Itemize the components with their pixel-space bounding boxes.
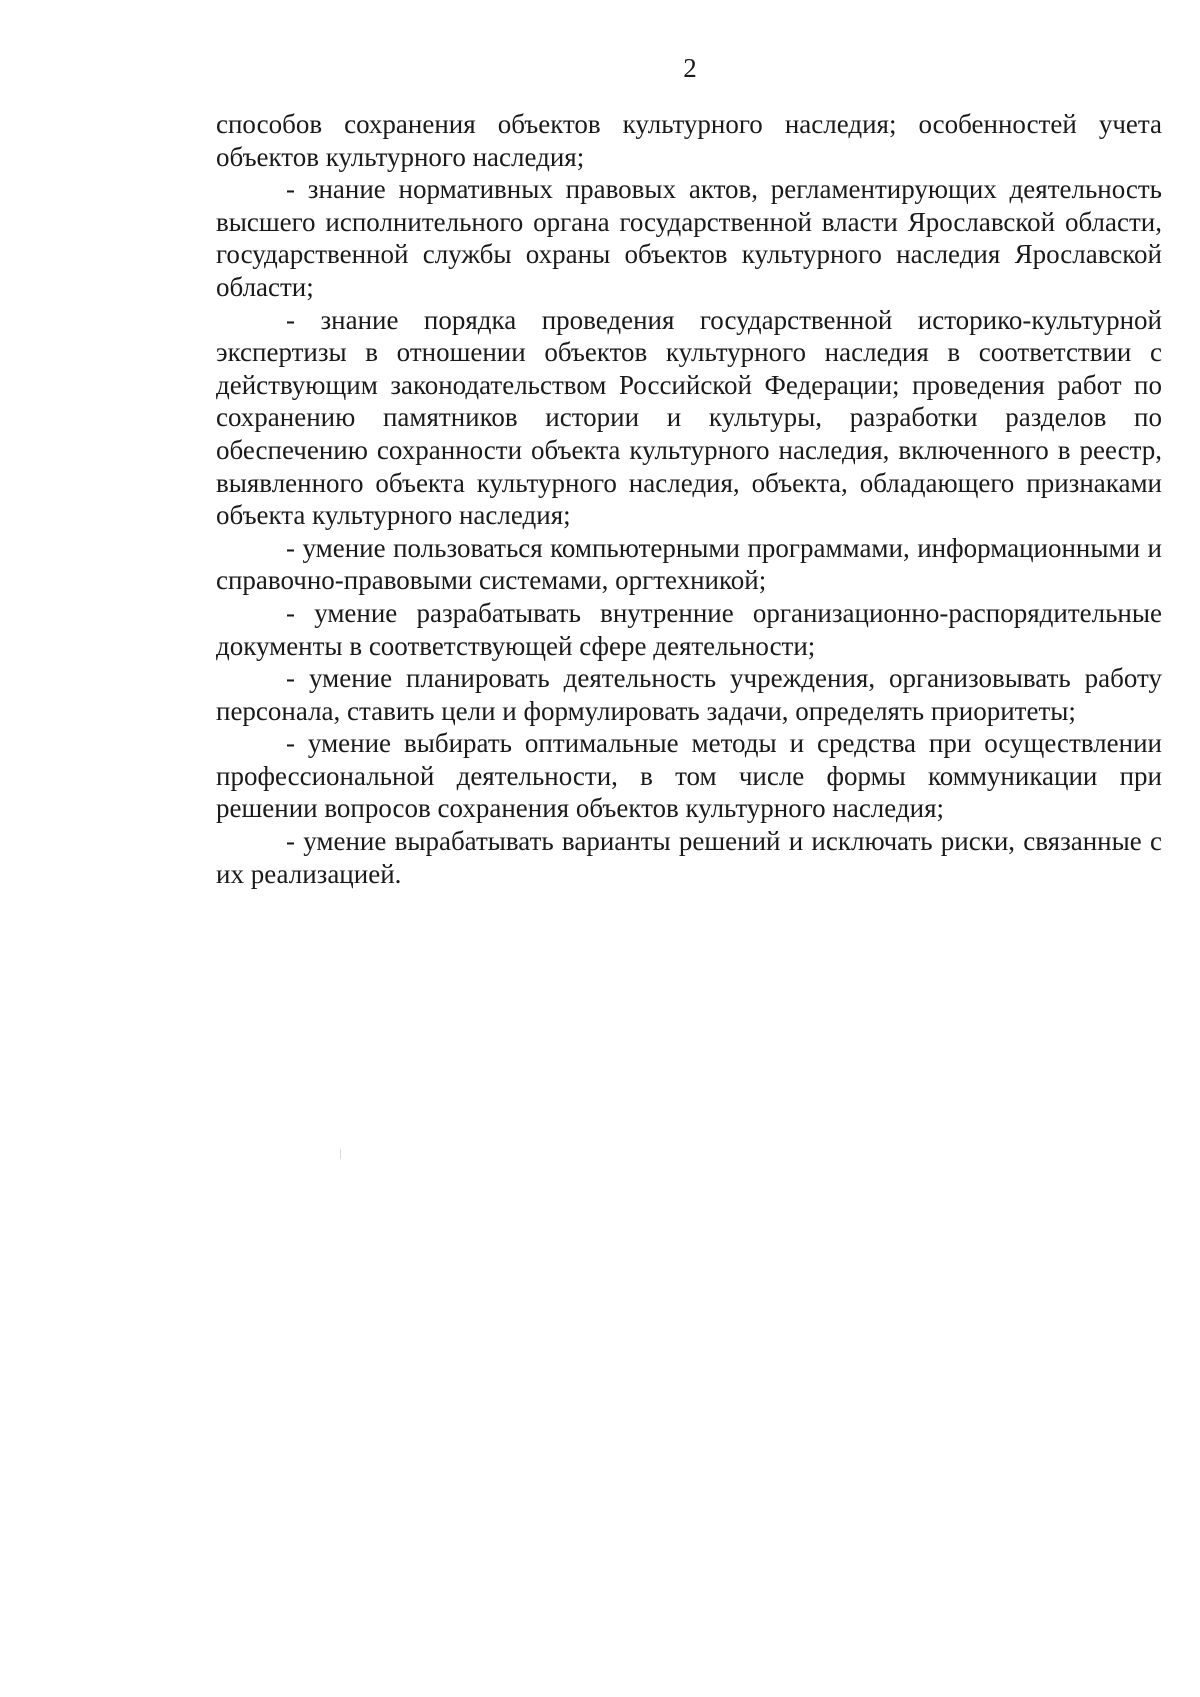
paragraph-skill-software: - умение пользоваться компьютерными программами, информационными и справочно-правовыми системами, оргтехникой; — [216, 532, 1162, 596]
document-body — [216, 108, 1162, 890]
paragraph-knowledge-legal-acts: - знание нормативных правовых актов, регламентирующих деятельность высшего исполнительного органа государственной власти Ярославской области, государственной службы охраны объектов культурного наследия Ярославской области; — [216, 174, 1162, 302]
paragraph-skill-methods: - умение выбирать оптимальные методы и средства при осуществлении профессиональной деятельности, в том числе формы коммуникации при решении вопросов сохранения объектов культурного наследия; — [216, 728, 1162, 824]
paragraph-skill-planning: - умение планировать деятельность учреждения, организовывать работу персонала, ставить цели и формулировать задачи, определять приоритеты; — [216, 663, 1162, 726]
paragraph-continuation: способов сохранения объектов культурного наследия; особенностей учета объектов культурного наследия; — [216, 109, 1162, 172]
paragraph-skill-risks: - умение вырабатывать варианты решений и исключать риски, связанные с их реализацией. — [216, 826, 1162, 889]
scan-speck — [340, 1149, 341, 1159]
paragraph-skill-documents: - умение разрабатывать внутренние организационно-распорядительные документы в соответствующей сфере деятельности; — [216, 597, 1162, 661]
paragraph-knowledge-expertise: - знание порядка проведения государственной историко-культурной экспертизы в отношении объектов культурного наследия в соответствии с действующим законодательством Российской Федерации; проведения работ по сохранению памятников истории и культуры, разработки разделов по обеспечению сохранности объекта культурного наследия, включенного в реестр, выявленного объекта культурного наследия, объекта, обладающего признаками объекта культурного наследия; — [216, 304, 1162, 531]
page-number: 2 — [683, 53, 697, 83]
